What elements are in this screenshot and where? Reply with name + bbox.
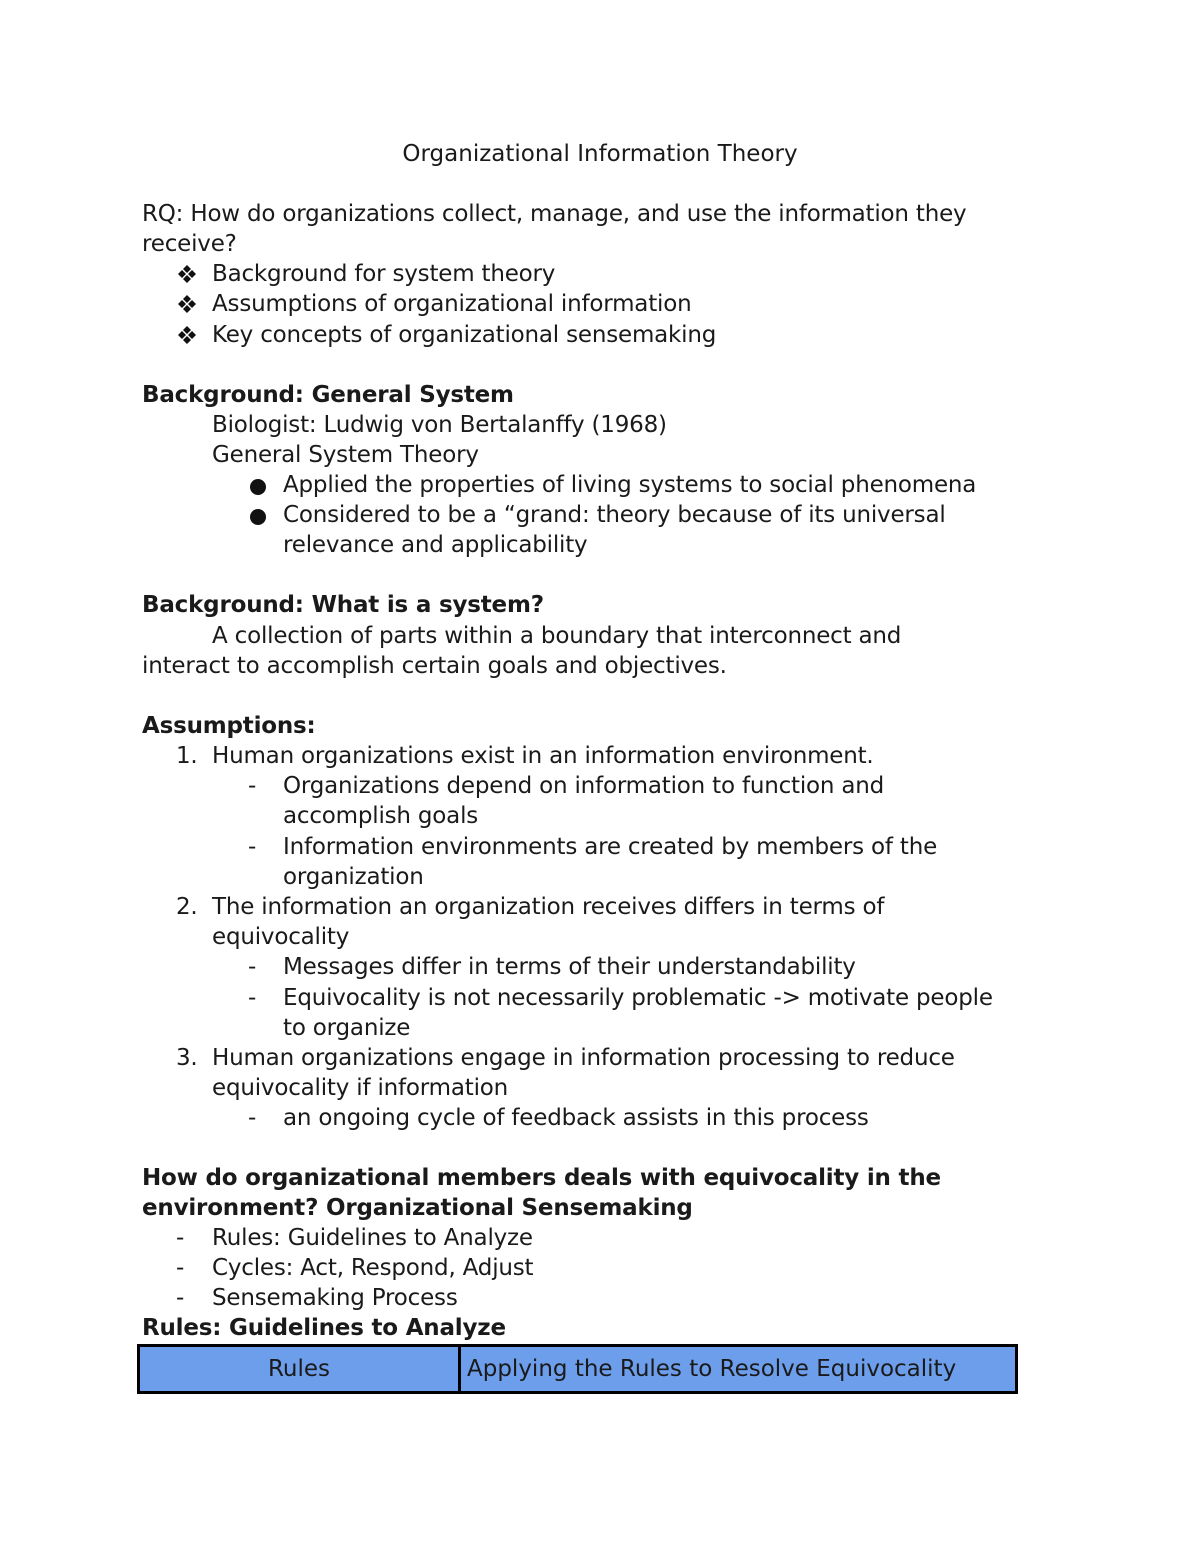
dash-marker: - [248, 1105, 257, 1131]
page-title: Organizational Information Theory [402, 141, 798, 167]
sensemaking-item-1: Rules: Guidelines to Analyze [212, 1225, 533, 1251]
rq-item-1: Background for system theory [212, 261, 556, 287]
table-header-applying-rules: Applying the Rules to Resolve Equivocality [460, 1346, 1017, 1393]
assumption-number-3: 3. [176, 1045, 198, 1071]
what-is-system-heading: Background: What is a system? [142, 592, 544, 618]
round-bullet-icon [250, 479, 266, 495]
rq-item-2: Assumptions of organizational information [212, 291, 692, 317]
assumption-2-sub-2-line-2: to organize [283, 1015, 411, 1041]
sensemaking-heading-line-2: environment? Organizational Sensemaking [142, 1195, 693, 1221]
assumption-3-sub-1: an ongoing cycle of feedback assists in this process [283, 1105, 869, 1131]
assumption-1-sub-2-line-1: Information environments are created by members of the [283, 834, 938, 860]
assumption-2-line-1: The information an organization receives differs in terms of [212, 894, 885, 920]
rq-line-1: RQ: How do organizations collect, manage, and use the information they [142, 201, 967, 227]
rules-table [137, 1344, 1018, 1394]
biologist-line: Biologist: Ludwig von Bertalanffy (1968) [212, 412, 667, 438]
table-header-row [139, 1346, 1017, 1393]
rq-line-2: receive? [142, 231, 237, 257]
general-system-heading: Background: General System [142, 382, 514, 408]
dash-marker: - [248, 834, 257, 860]
assumption-number-2: 2. [176, 894, 198, 920]
assumption-3-line-1: Human organizations engage in information processing to reduce [212, 1045, 955, 1071]
assumption-1-sub-1-line-2: accomplish goals [283, 803, 479, 829]
diamond-bullet-icon [178, 326, 196, 344]
sensemaking-item-2: Cycles: Act, Respond, Adjust [212, 1255, 534, 1281]
dash-marker: - [176, 1285, 185, 1311]
table-header-rules: Rules [139, 1346, 460, 1393]
assumption-3-line-2: equivocality if information [212, 1075, 509, 1101]
dash-marker: - [176, 1255, 185, 1281]
rq-item-3: Key concepts of organizational sensemaking [212, 322, 717, 348]
assumption-1: Human organizations exist in an information environment. [212, 743, 874, 769]
assumption-1-sub-1-line-1: Organizations depend on information to function and [283, 773, 885, 799]
assumption-1-sub-2-line-2: organization [283, 864, 424, 890]
system-definition-line-2: interact to accomplish certain goals and objectives. [142, 653, 727, 679]
assumptions-heading: Assumptions: [142, 713, 316, 739]
dash-marker: - [248, 773, 257, 799]
general-system-theory-line: General System Theory [212, 442, 479, 468]
assumption-2-sub-1: Messages differ in terms of their understandability [283, 954, 856, 980]
dash-marker: - [248, 985, 257, 1011]
assumption-2-line-2: equivocality [212, 924, 350, 950]
dash-marker: - [248, 954, 257, 980]
system-definition-line-1: A collection of parts within a boundary that interconnect and [212, 623, 902, 649]
dash-marker: - [176, 1225, 185, 1251]
gst-bullet-1: Applied the properties of living systems to social phenomena [283, 472, 977, 498]
sensemaking-item-3: Sensemaking Process [212, 1285, 458, 1311]
round-bullet-icon [250, 509, 266, 525]
diamond-bullet-icon [178, 295, 196, 313]
assumption-number-1: 1. [176, 743, 198, 769]
sensemaking-heading-line-1: How do organizational members deals with equivocality in the [142, 1165, 941, 1191]
gst-bullet-2-line-1: Considered to be a “grand: theory because of its universal [283, 502, 946, 528]
assumption-2-sub-2-line-1: Equivocality is not necessarily problematic -> motivate people [283, 985, 993, 1011]
rules-heading: Rules: Guidelines to Analyze [142, 1315, 506, 1341]
gst-bullet-2-line-2: relevance and applicability [283, 532, 588, 558]
diamond-bullet-icon [178, 265, 196, 283]
